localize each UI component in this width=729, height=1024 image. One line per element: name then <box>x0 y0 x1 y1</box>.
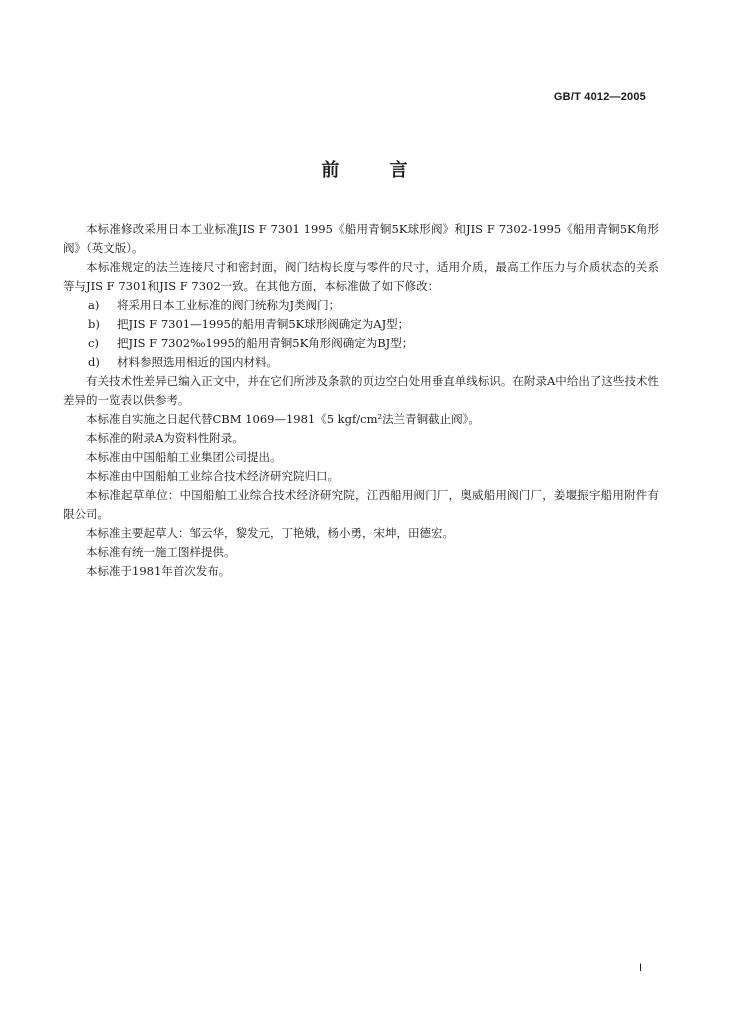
list-item-text: 将采用日本工业标准的阀门统称为J类阀门； <box>117 298 341 312</box>
paragraph-proposed-by: 本标准由中国船舶工业集团公司提出。 <box>86 450 282 464</box>
list-marker: b) <box>88 317 100 331</box>
foreword-body <box>63 220 659 581</box>
paragraph-drafters: 本标准主要起草人：邹云华，黎发元，丁艳娥，杨小勇，宋坤，田德宏。 <box>86 526 454 540</box>
list-marker: d) <box>88 355 100 369</box>
standard-code: GB/T 4012—2005 <box>553 91 646 103</box>
paragraph-adoption: 本标准修改采用日本工业标准JIS F 7301 1995《船用青铜5K球形阀》和JIS F 7302-1995《船用青铜5K角形阀》（英文版）。 <box>63 222 659 255</box>
paragraph-centralized-by: 本标准由中国船舶工业综合技术经济研究院归口。 <box>86 469 339 483</box>
paragraph-drawings: 本标准有统一施工图样提供。 <box>86 545 236 559</box>
paragraph-modifications: 本标准规定的法兰连接尺寸和密封面，阀门结构长度与零件的尺寸，适用介质，最高工作压力与介质状态的关系等与JIS F 7301和JIS F 7302一致。在其他方面，本标准做了如下修改： <box>63 260 659 293</box>
list-item <box>63 315 659 334</box>
paragraph-technical-differences: 有关技术性差异已编入正文中，并在它们所涉及条款的页边空白处用垂直单线标识。在附录A中给出了这些技术性差异的一览表以供参考。 <box>63 374 659 407</box>
paragraph-replaces: 本标准自实施之日起代替CBM 1069—1981《5 kgf/cm²法兰青铜截止阀》。 <box>86 412 480 426</box>
list-marker: c) <box>88 336 99 350</box>
paragraph-drafting-units: 本标准起草单位：中国船舶工业综合技术经济研究院，江西船用阀门厂，奥威船用阀门厂，姜堰振宇船用附件有限公司。 <box>63 488 659 521</box>
page-title: 前 言 <box>321 160 430 181</box>
page-number: I <box>638 962 642 974</box>
list-item-text: 把JIS F 7301—1995的船用青铜5K球形阀确定为AJ型； <box>117 317 410 331</box>
list-item <box>63 296 659 315</box>
list-item-text: 把JIS F 7302‰1995的船用青铜5K角形阀确定为BJ型； <box>117 336 414 350</box>
paragraph-first-issued: 本标准于1981年首次发布。 <box>86 564 231 578</box>
list-marker: a) <box>88 298 100 312</box>
list-item-text: 材料参照选用相近的国内材料。 <box>117 355 278 369</box>
list-item <box>63 353 659 372</box>
paragraph-annex: 本标准的附录A为资料性附录。 <box>86 431 244 445</box>
list-item <box>63 334 659 353</box>
